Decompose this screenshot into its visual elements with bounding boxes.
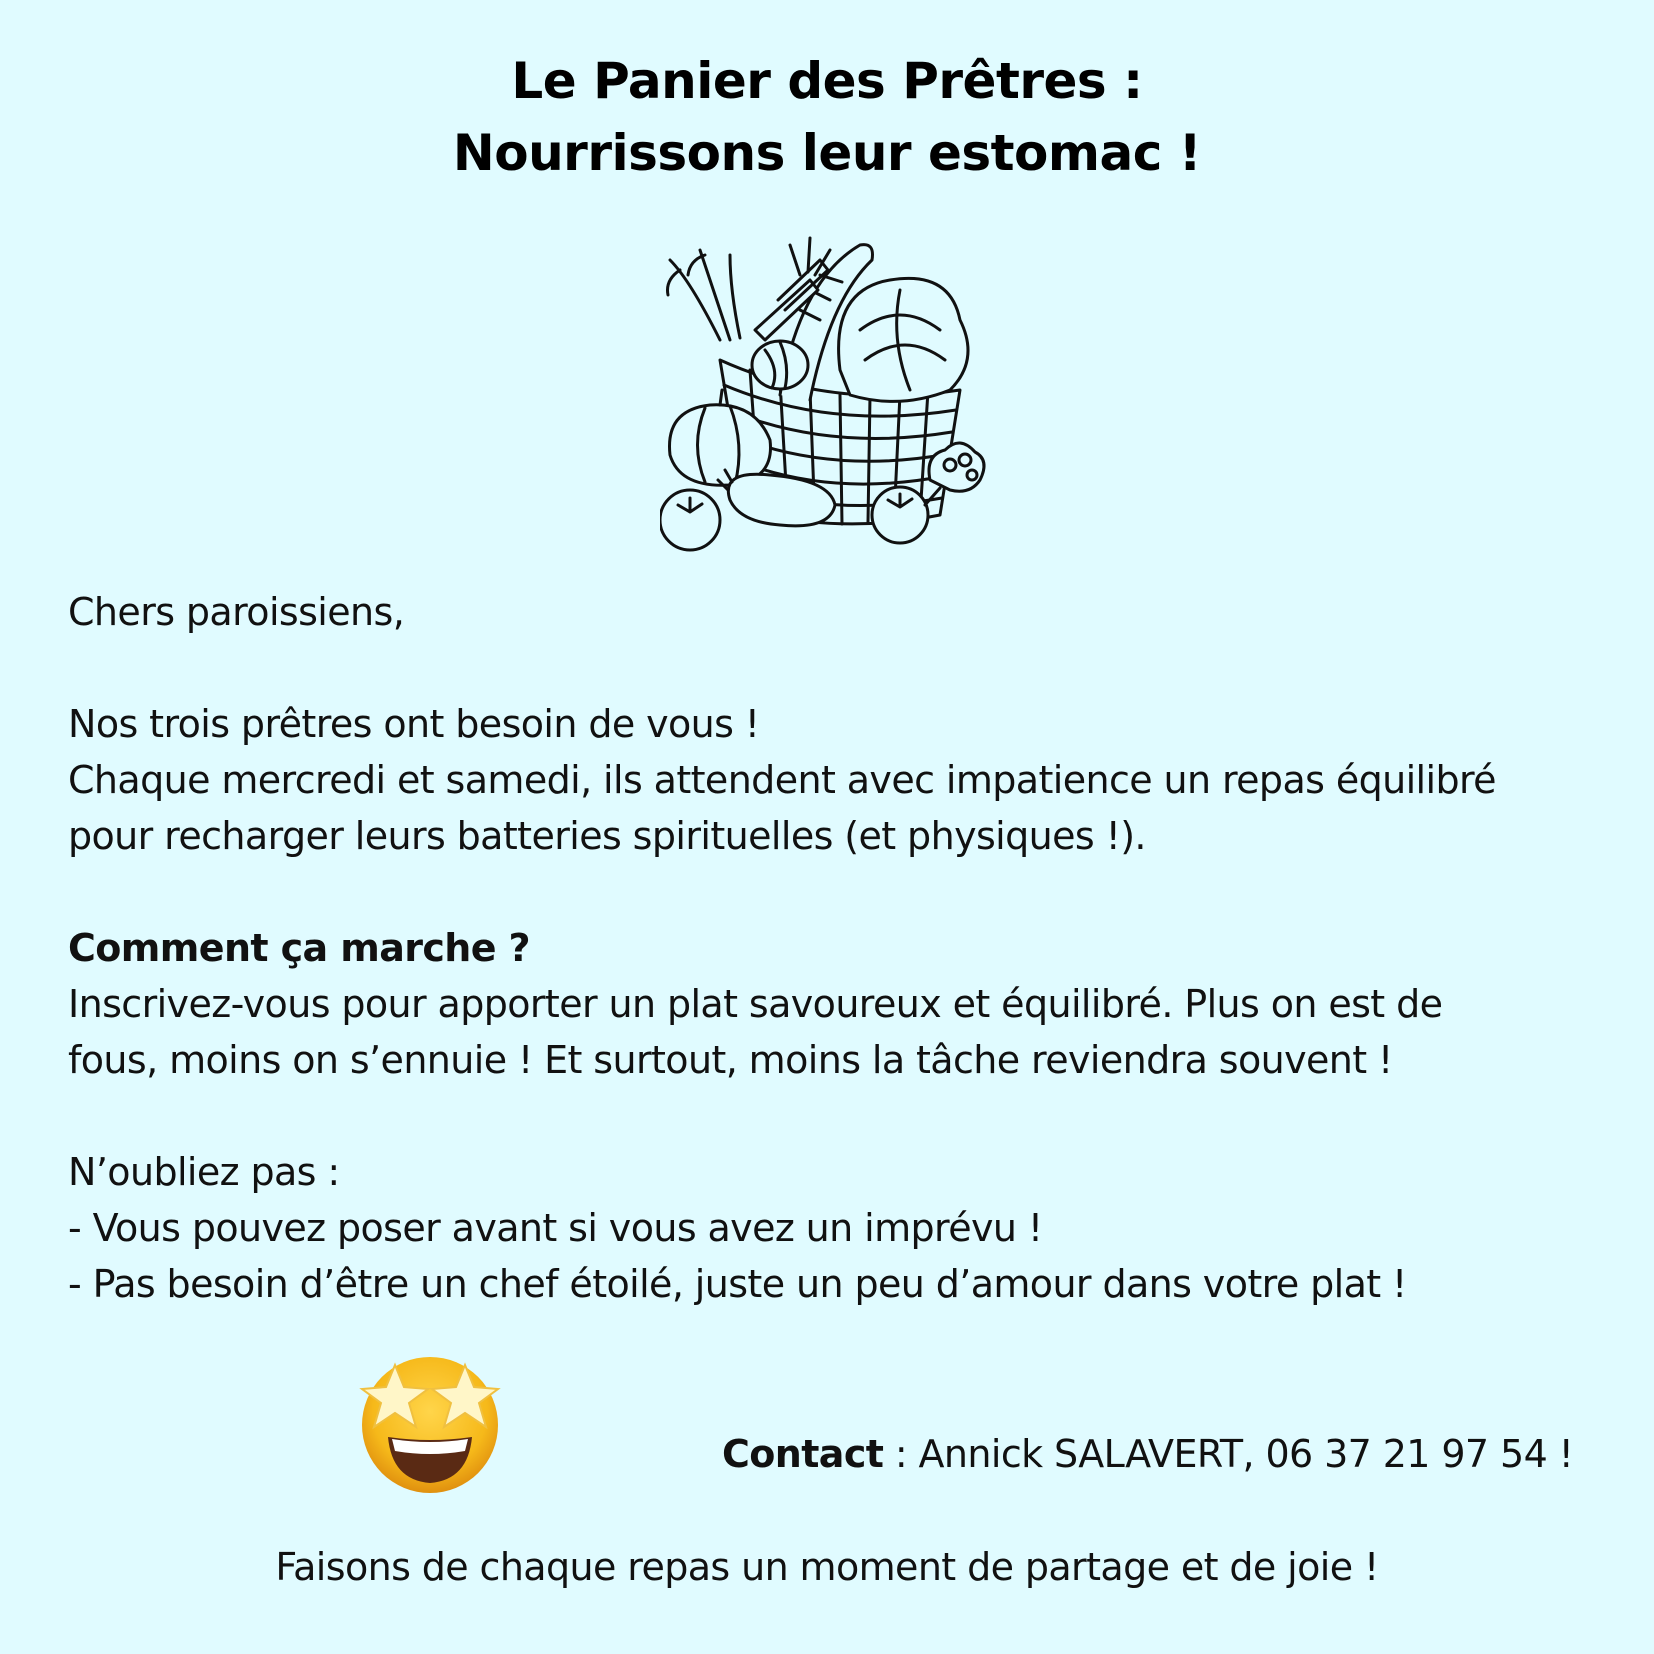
how-line-1: Inscrivez-vous pour apporter un plat savoureux et équilibré. Plus on est de (68, 982, 1443, 1026)
intro-line-2: Chaque mercredi et samedi, ils attendent avec impatience un repas équilibré (68, 758, 1496, 802)
vegetable-basket-icon (660, 220, 1000, 560)
page-title-line-2: Nourrissons leur estomac ! (452, 124, 1202, 182)
footer-text: Faisons de chaque repas un moment de partage et de joie ! (275, 1545, 1379, 1589)
contact-details: : Annick SALAVERT, 06 37 21 97 54 ! (883, 1432, 1574, 1476)
how-heading: Comment ça marche ? (68, 926, 531, 970)
star-struck-emoji-icon (350, 1345, 510, 1495)
greeting-text: Chers paroissiens, (68, 590, 405, 634)
intro-line-1: Nos trois prêtres ont besoin de vous ! (68, 702, 760, 746)
reminder-heading: N’oubliez pas : (68, 1150, 340, 1194)
page-title-line-1: Le Panier des Prêtres : (511, 52, 1143, 110)
reminder-line-1: - Vous pouvez poser avant si vous avez un imprévu ! (68, 1206, 1043, 1250)
intro-line-3: pour recharger leurs batteries spirituelles (et physiques !). (68, 814, 1146, 858)
contact-label: Contact (722, 1432, 884, 1476)
contact-info (722, 1432, 1573, 1476)
how-line-2: fous, moins on s’ennuie ! Et surtout, moins la tâche reviendra souvent ! (68, 1038, 1393, 1082)
reminder-line-2: - Pas besoin d’être un chef étoilé, juste un peu d’amour dans votre plat ! (68, 1262, 1407, 1306)
